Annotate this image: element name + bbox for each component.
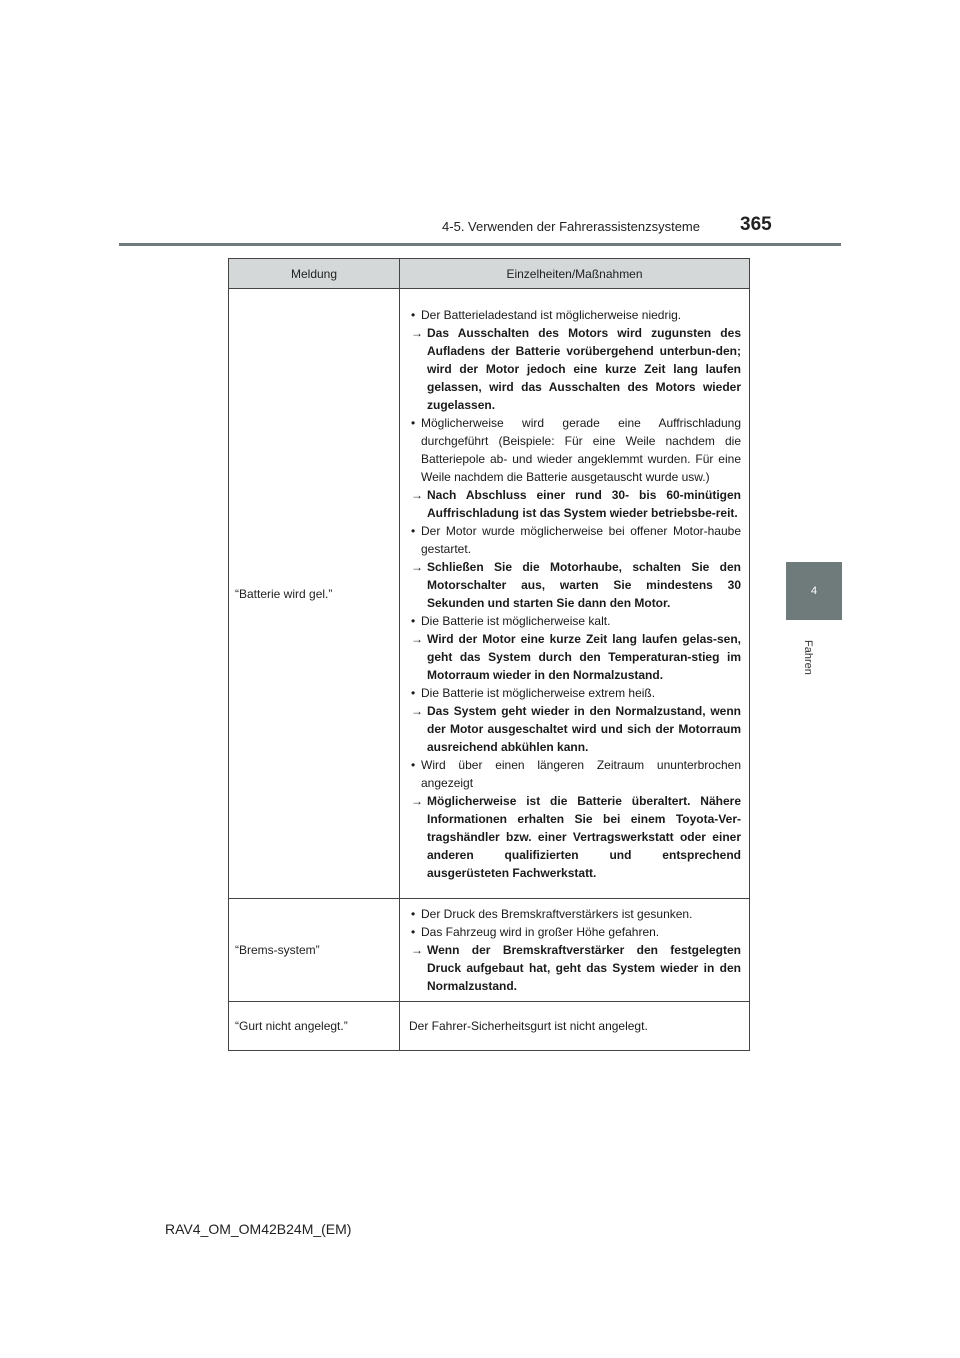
condition-text: Der Druck des Bremskraftverstärkers ist gesunken. <box>421 907 693 921</box>
arrow-right-icon: → <box>411 703 423 718</box>
action-text: Das Ausschalten des Motors wird zugunsten des Aufladens der Batterie vorübergehend unterbun-den; wird der Motor jedoch eine kurze Zeit lang laufen gelassen, wird das Ausschalten des Motors wieder zugelassen. <box>427 325 741 412</box>
column-header-message: Meldung <box>229 259 400 289</box>
condition-item <box>409 684 741 702</box>
arrow-right-icon: → <box>411 793 423 808</box>
chapter-label: Fahren <box>802 640 814 675</box>
action-item <box>409 941 741 995</box>
condition-item <box>409 756 741 792</box>
section-title: 4-5. Verwenden der Fahrerassistenzsysteme <box>442 219 700 234</box>
action-item <box>409 324 741 414</box>
action-text: Möglicherweise ist die Batterie überaltert. Nähere Informationen erhalten Sie bei einem Toyota-Ver-tragshändler bzw. einer Vertragswerkstatt oder einer anderen qualifizierten und entsprechend ausgerüsteten Fachwerkstatt. <box>427 793 741 880</box>
condition-text: Die Batterie ist möglicherweise extrem heiß. <box>421 685 656 700</box>
action-item <box>409 486 741 522</box>
action-text: Schließen Sie die Motorhaube, schalten Sie den Motorschalter aus, warten Sie mindestens 30 Sekunden und starten Sie dann den Motor. <box>427 559 741 610</box>
condition-item <box>409 612 741 630</box>
arrow-right-icon: → <box>411 559 423 574</box>
arrow-right-icon: → <box>411 325 423 340</box>
document-id: RAV4_OM_OM42B24M_(EM) <box>165 1221 352 1237</box>
action-text: Wenn der Bremskraftverstärker den festgelegten Druck aufgebaut hat, geht das System wieder in den Normalzustand. <box>427 943 741 993</box>
condition-item <box>409 905 741 923</box>
condition-text: Wird über einen längeren Zeitraum ununterbrochen angezeigt <box>421 757 741 790</box>
details-cell <box>400 289 750 899</box>
table-row <box>229 899 750 1002</box>
arrow-right-icon: → <box>411 943 423 957</box>
details-cell <box>400 1002 750 1051</box>
condition-item <box>409 522 741 558</box>
action-item <box>409 630 741 684</box>
table-body <box>229 289 750 1051</box>
table-row <box>229 289 750 899</box>
message-cell: “Batterie wird gel.” <box>229 289 400 899</box>
condition-text: Die Batterie ist möglicherweise kalt. <box>421 613 611 628</box>
details-cell <box>400 899 750 1002</box>
action-item <box>409 558 741 612</box>
header-divider <box>119 243 841 246</box>
arrow-right-icon: → <box>411 631 423 646</box>
condition-text: Möglicherweise wird gerade eine Auffrischladung durchgeführt (Beispiele: Für eine Weile nachdem die Batteriepole ab- und wieder angeklemmt wurden. Für eine Weile nachdem die Batterie ausgetauscht wurde usw.) <box>421 415 741 484</box>
condition-text: Der Motor wurde möglicherweise bei offener Motor-haube gestartet. <box>421 523 741 556</box>
condition-item <box>409 923 741 941</box>
details-text: Der Fahrer-Sicherheitsgurt ist nicht angelegt. <box>409 1019 648 1033</box>
condition-text: Das Fahrzeug wird in großer Höhe gefahren. <box>421 925 660 939</box>
chapter-tab <box>786 562 842 620</box>
condition-item <box>409 414 741 486</box>
page-number: 365 <box>740 214 772 235</box>
arrow-right-icon: → <box>411 487 423 502</box>
message-table <box>228 258 750 1051</box>
condition-item <box>409 306 741 324</box>
action-text: Wird der Motor eine kurze Zeit lang laufen gelas-sen, geht das System durch den Temperaturan-stieg im Motorraum wieder in den Normalzustand. <box>427 631 741 682</box>
condition-text: Der Batterieladestand ist möglicherweise niedrig. <box>421 307 682 322</box>
chapter-number: 4 <box>810 585 818 597</box>
message-cell: “Brems-system” <box>229 899 400 1002</box>
action-text: Das System geht wieder in den Normalzustand, wenn der Motor ausgeschaltet wird und sich der Motorraum ausreichend abkühlen kann. <box>427 703 741 754</box>
action-text: Nach Abschluss einer rund 30- bis 60-minütigen Auffrischladung ist das System wieder betriebsbe-reit. <box>427 487 741 520</box>
action-item <box>409 702 741 756</box>
table-header-row <box>229 259 750 289</box>
column-header-details: Einzelheiten/Maßnahmen <box>400 259 750 289</box>
action-item <box>409 792 741 882</box>
table-row <box>229 1002 750 1051</box>
message-cell: “Gurt nicht angelegt.” <box>229 1002 400 1051</box>
